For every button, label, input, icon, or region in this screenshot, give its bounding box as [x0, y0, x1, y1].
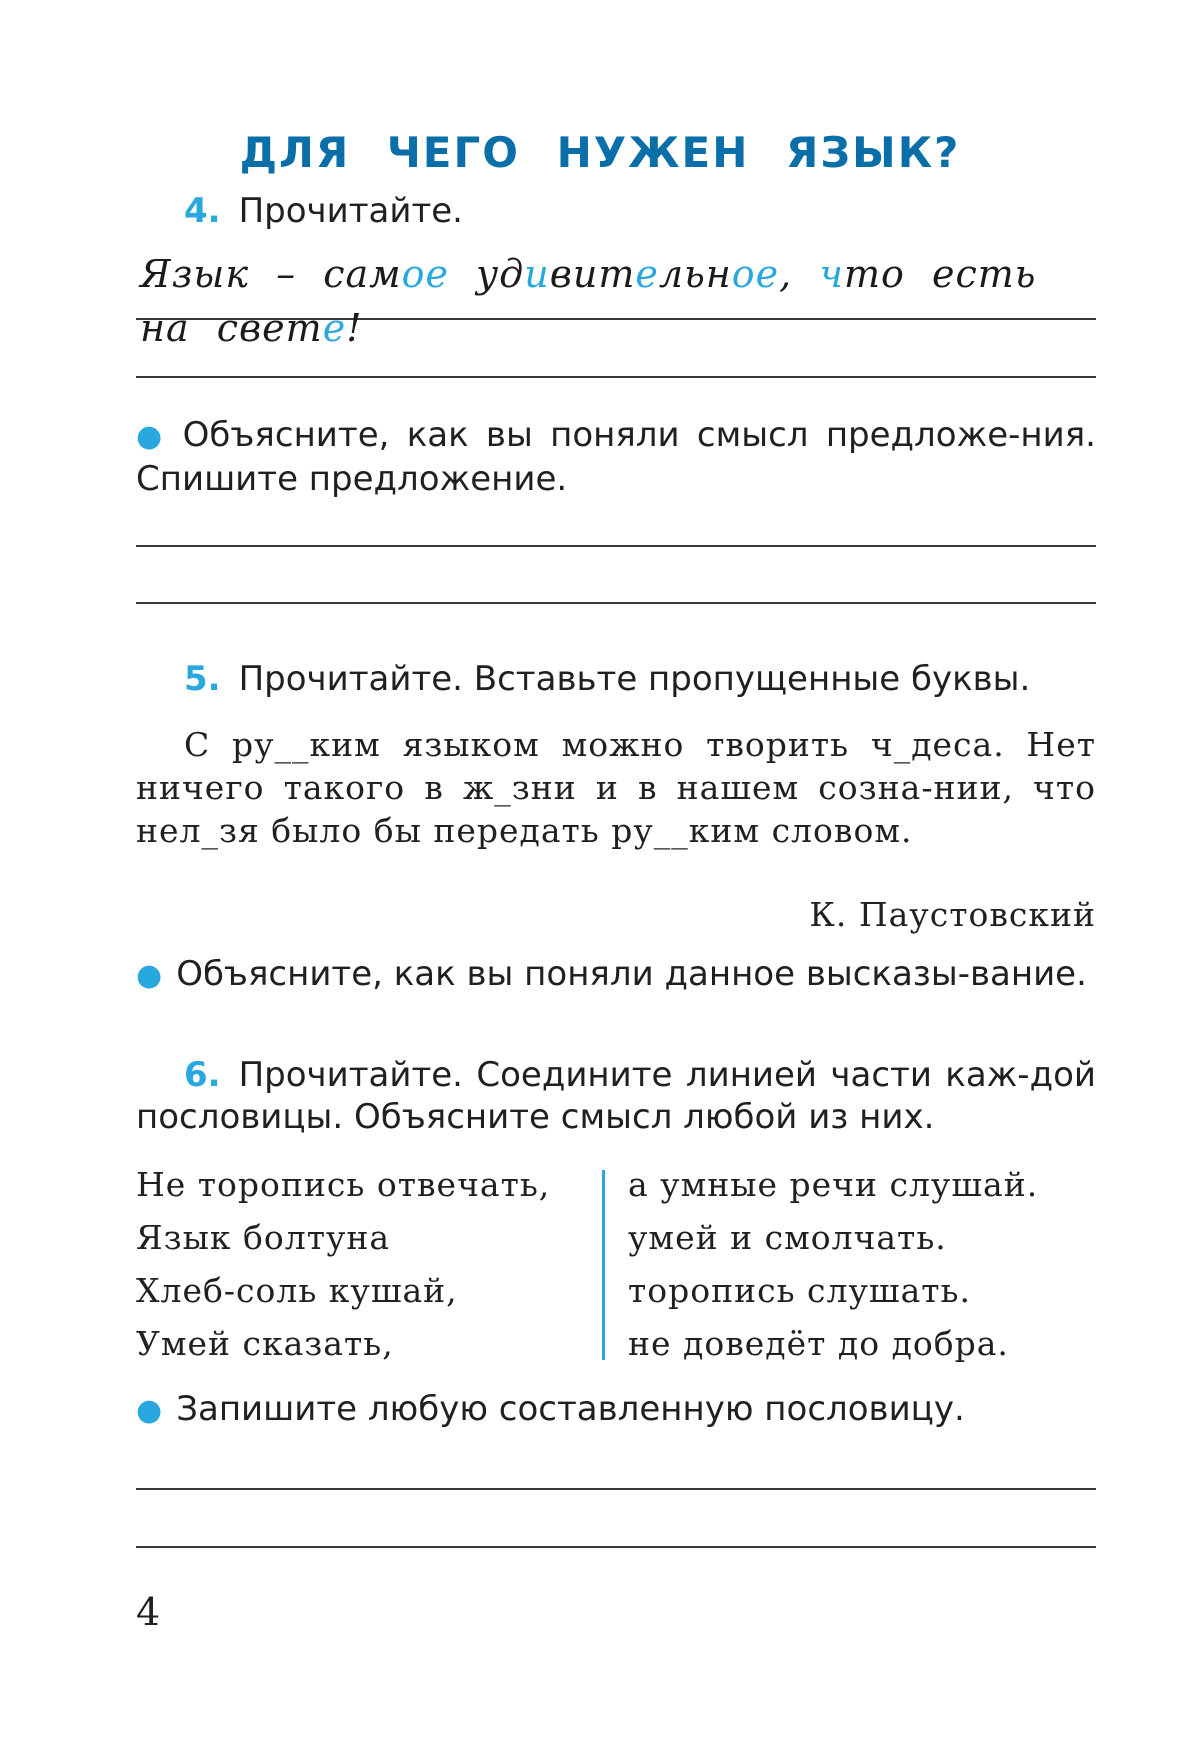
script-highlight: и — [524, 252, 550, 296]
bullet-icon: ● — [136, 958, 163, 993]
proverb-start[interactable]: Не торопись отвечать, — [136, 1165, 551, 1204]
ex5-task-text: Объясните, как вы поняли данное высказы-вание. — [176, 954, 1087, 994]
script-text: то есть — [843, 252, 1037, 296]
ex6-number: 6. — [184, 1055, 221, 1095]
ex6-task — [136, 1388, 1096, 1432]
proverb-end[interactable]: а умные речи слушай. — [628, 1165, 1039, 1204]
ex5-text: С ру__ким языком можно творить ч_деса. Нет ничего такого в ж_зни и в нашем созна-нии, что нел_зя было бы передать ру__ким словом. — [136, 725, 1096, 850]
ex6-header — [136, 1054, 1096, 1138]
bullet-icon: ● — [136, 419, 169, 454]
ex6-task-text: Запишите любую составленную пословицу. — [176, 1389, 965, 1429]
script-text: льн — [658, 252, 732, 296]
script-text: Язык – сам — [140, 252, 402, 296]
proverb-left-column — [136, 1158, 596, 1370]
script-text: ! — [346, 306, 363, 350]
proverb-end[interactable]: торопись слушать. — [628, 1271, 971, 1310]
ex4-script-line-2 — [140, 306, 362, 350]
script-highlight: е — [635, 252, 659, 296]
script-highlight: ч — [819, 252, 844, 296]
ex5-number: 5. — [184, 659, 221, 699]
script-highlight: е — [322, 306, 347, 350]
script-text: , — [779, 252, 820, 296]
proverb-start[interactable]: Язык болтуна — [136, 1218, 391, 1257]
ex4-header — [136, 190, 1096, 232]
ex4-script-line-1 — [140, 252, 1036, 296]
ex4-task-text: Объясните, как вы поняли смысл предложе-ния. Спишите предложение. — [136, 415, 1096, 499]
ex5-instruction: Прочитайте. Вставьте пропущенные буквы. — [238, 659, 1031, 699]
writing-line[interactable] — [136, 1546, 1096, 1548]
proverb-end[interactable]: умей и смолчать. — [628, 1218, 947, 1257]
script-text: вит — [549, 252, 636, 296]
script-text: на свет — [140, 306, 323, 350]
writing-line[interactable] — [136, 1488, 1096, 1490]
ex4-task — [136, 414, 1096, 500]
page-number: 4 — [136, 1590, 161, 1634]
ex5-author: К. Паустовский — [809, 895, 1096, 934]
proverb-end[interactable]: не доведёт до добра. — [628, 1324, 1009, 1363]
ex6-instruction: Прочитайте. Соедините линией части каж-дой пословицы. Объясните смысл любой из них. — [136, 1055, 1096, 1137]
bullet-icon: ● — [136, 1393, 163, 1428]
ex4-number: 4. — [184, 191, 221, 231]
column-divider — [602, 1170, 605, 1360]
page-title: ДЛЯ ЧЕГО НУЖЕН ЯЗЫК? — [239, 128, 961, 177]
ex5-task — [136, 953, 1096, 997]
ex5-header — [136, 658, 1096, 700]
proverb-right-column — [628, 1158, 1096, 1370]
ex4-instruction: Прочитайте. — [238, 191, 463, 231]
proverb-start[interactable]: Умей сказать, — [136, 1324, 394, 1363]
proverb-start[interactable]: Хлеб-соль кушай, — [136, 1271, 458, 1310]
script-highlight: ое — [731, 252, 780, 296]
writing-line — [136, 376, 1096, 378]
writing-line[interactable] — [136, 545, 1096, 547]
script-highlight: ое — [401, 252, 450, 296]
writing-line[interactable] — [136, 602, 1096, 604]
script-text: уд — [449, 252, 525, 296]
